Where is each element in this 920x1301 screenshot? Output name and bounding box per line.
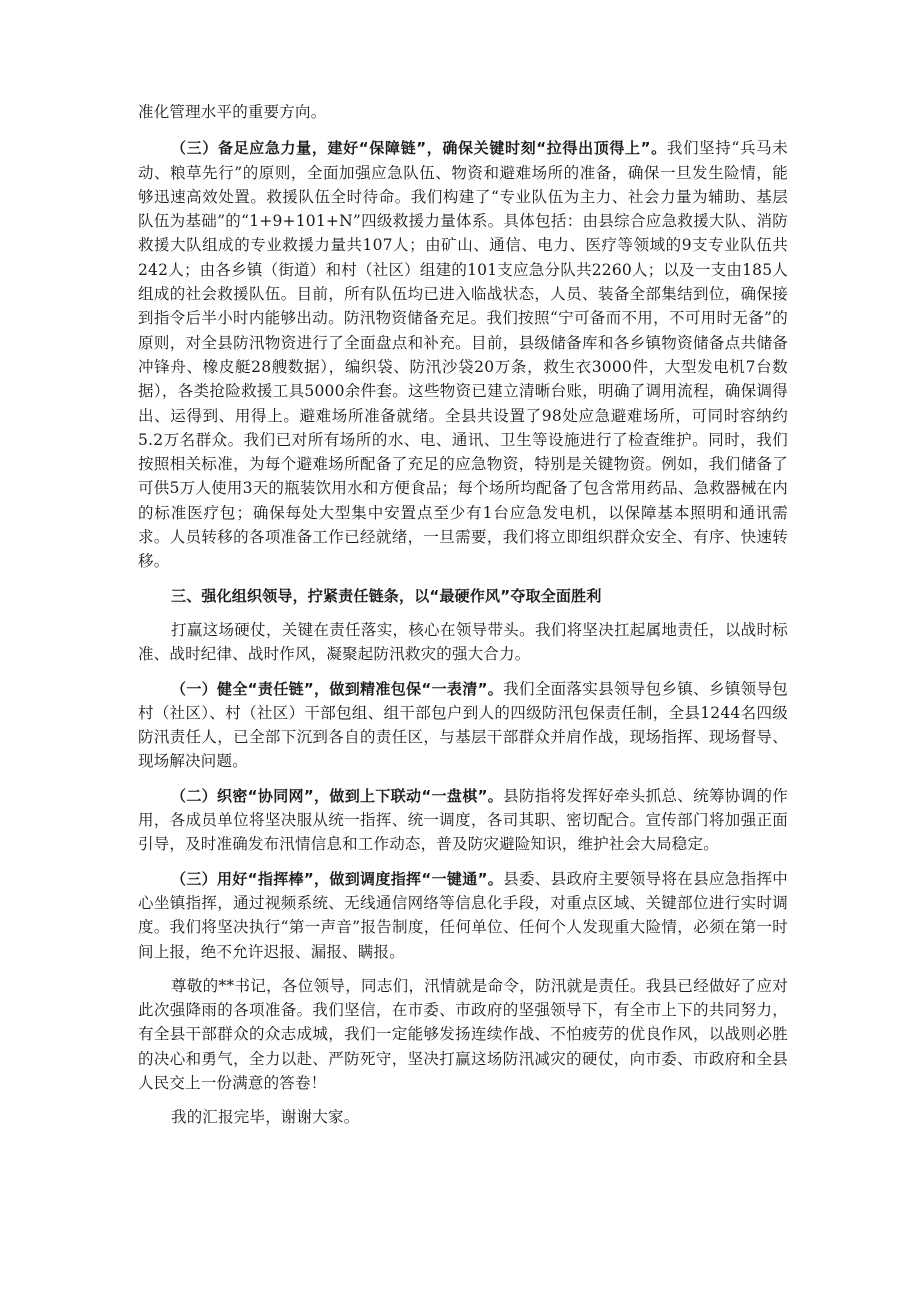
paragraph-emergency-forces [138, 136, 788, 573]
paragraph-continuation: 准化管理水平的重要方向。 [138, 103, 327, 121]
paragraph-command [138, 867, 788, 964]
paragraph-closing: 我的汇报完毕，谢谢大家。 [171, 1108, 360, 1127]
paragraph-body: 我们坚持“兵马未动、粮草先行”的原则，全面加强应急队伍、物资和避难场所的准备，确保一旦发生险情，能够迅速高效处置。救援队伍全时待命。我们构建了“专业队伍为主力、社会力量为辅助、基层队伍为基础”的“1+9+101+N”四级救援力量体系。具体包括：由县综合应急救援大队、消防救援大队组成的专业救援力量共107人；由矿山、通信、电力、医疗等领域的9支专业队伍共242人；由各乡镇（街道）和村（社区）组建的101支应急分队共2260人；以及一支由185人组成的社会救援队伍。目前，所有队伍均已进入临战状态，人员、装备全部集结到位，确保接到指令后半小时内能够出动。防汛物资储备充足。我们按照“宁可备而不用，不可用时无备”的原则，对全县防汛物资进行了全面盘点和补充。目前，县级储备库和各乡镇物资储备点共储备冲锋舟、橡皮艇28艘数据），编织袋、防汛沙袋20万条，救生衣3000件，大型发电机7台数据），各类抢险救援工具5000余件套。这些物资已建立清晰台账，明确了调用流程，确保调得出、运得到、用得上。避难场所准备就绪。全县共设置了98处应急避难场所，可同时容纳约5.2万名群众。我们已对所有场所的水、电、通讯、卫生等设施进行了检查维护。同时，我们按照相关标准，为每个避难场所配备了充足的应急物资，特别是关键物资。例如，我们储备了可供5万人使用3天的瓶装饮用水和方便食品；每个场所均配备了包含常用药品、急救器械在内的标准医疗包；确保每处大型集中安置点至少有1台应急发电机，以保障基本照明和通讯需求。人员转移的各项准备工作已经就绪，一旦需要，我们将立即组织群众安全、有序、快速转移。 [138, 139, 788, 571]
paragraph-lead: （一）健全“责任链”，做到精准包保“一表清”。 [171, 679, 504, 698]
section-heading: 三、强化组织领导，拧紧责任链条，以“最硬作风”夺取全面胜利 [171, 586, 602, 605]
document-page [138, 100, 788, 1130]
paragraph-lead: （三）备足应急力量，建好“保障链”，确保关键时刻“拉得出顶得上”。 [171, 139, 667, 158]
paragraph-lead: （三）用好“指挥棒”，做到调度指挥“一键通”。 [171, 869, 504, 888]
paragraph-body: 县委、县政府主要领导将在县应急指挥中心坐镇指挥，通过视频系统、无线通信网络等信息化手段，对重点区域、关键部位进行实时调度。我们将坚决执行“第一声音”报告制度，任何单位、任何个人发现重大险情，必须在第一时间上报，绝不允许迟报、漏报、瞒报。 [138, 869, 788, 961]
paragraph-coordination [138, 784, 788, 857]
paragraph-conclusion: 尊敬的**书记，各位领导，同志们，汛情就是命令，防汛就是责任。我县已经做好了应对此次强降雨的各项准备。我们坚信，在市委、市政府的坚强领导下，有全市上下的共同努力，有全县干部群众的众志成城，我们一定能够发扬连续作战、不怕疲劳的优良作风，以战则必胜的决心和勇气，全力以赴、严防死守，坚决打赢这场防汛减灾的硬仗，向市委、市政府和全县人民交上一份满意的答卷！ [138, 976, 788, 1092]
paragraph-body: 县防指将发挥好牵头抓总、统筹协调的作用，各成员单位将坚决服从统一指挥、统一调度，各司其职、密切配合。宣传部门将加强正面引导，及时准确发布汛情信息和工作动态，普及防灾避险知识，维护社会大局稳定。 [138, 786, 788, 854]
paragraph-responsibility-chain [138, 677, 788, 774]
paragraph-body: 我们全面落实县领导包乡镇、乡镇领导包村（社区）、村（社区）干部包组、组干部包户到人的四级防汛包保责任制，全县1244名四级防汛责任人，已全部下沉到各自的责任区，与基层干部群众并肩作战，现场指挥、现场督导、现场解决问题。 [138, 679, 788, 771]
paragraph-intro: 打赢这场硬仗，关键在责任落实，核心在领导带头。我们将坚决扛起属地责任，以战时标准、战时纪律、战时作风，凝聚起防汛救灾的强大合力。 [138, 620, 788, 664]
paragraph-lead: （二）织密“协同网”，做到上下联动“一盘棋”。 [171, 786, 504, 805]
